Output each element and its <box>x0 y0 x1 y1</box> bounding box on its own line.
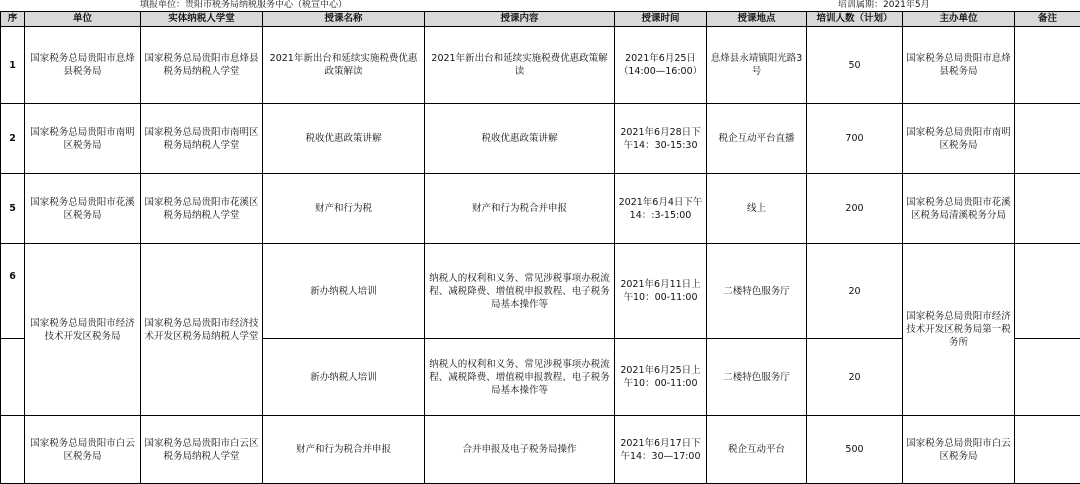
table-row <box>1 416 1080 484</box>
course-cell: 新办纳税人培训 <box>263 244 425 339</box>
place-cell: 息烽县永靖镇阳光路3号 <box>707 27 807 104</box>
people-cell: 20 <box>807 339 903 416</box>
school-cell: 国家税务总局贵阳市花溪区税务局纳税人学堂 <box>141 174 263 244</box>
school-cell: 国家税务总局贵阳市南明区税务局纳税人学堂 <box>141 104 263 174</box>
training-period: 培训属期：2021年5月 <box>838 0 930 11</box>
school-cell: 国家税务总局贵阳市白云区税务局纳税人学堂 <box>141 416 263 484</box>
note-cell <box>1015 244 1080 339</box>
content-cell: 合并申报及电子税务局操作 <box>425 416 615 484</box>
time-cell: 2021年6月25日（14:00—16:00） <box>615 27 707 104</box>
table-row <box>1 27 1080 104</box>
filler-unit: 填报单位：贵阳市税务局纳税服务中心（税宣中心） <box>140 0 347 11</box>
content-cell: 2021年新出台和延续实施税费优惠政策解读 <box>425 27 615 104</box>
col-header-place: 授课地点 <box>707 12 807 27</box>
col-header-course: 授课名称 <box>263 12 425 27</box>
host-cell: 国家税务总局贵阳市经济技术开发区税务局第一税务所 <box>903 244 1015 416</box>
course-cell: 财产和行为税合并申报 <box>263 416 425 484</box>
people-cell: 500 <box>807 416 903 484</box>
col-header-unit: 单位 <box>25 12 141 27</box>
course-cell: 2021年新出台和延续实施税费优惠政策解读 <box>263 27 425 104</box>
row-number: 2 <box>1 104 25 174</box>
course-cell: 税收优惠政策讲解 <box>263 104 425 174</box>
table-row <box>1 174 1080 244</box>
col-header-host: 主办单位 <box>903 12 1015 27</box>
content-cell: 税收优惠政策讲解 <box>425 104 615 174</box>
time-cell: 2021年6月4日下午14：:3-15:00 <box>615 174 707 244</box>
school-cell: 国家税务总局贵阳市经济技术开发区税务局纳税人学堂 <box>141 244 263 416</box>
col-header-content: 授课内容 <box>425 12 615 27</box>
unit-cell: 国家税务总局贵阳市白云区税务局 <box>25 416 141 484</box>
unit-cell: 国家税务总局贵阳市南明区税务局 <box>25 104 141 174</box>
people-cell: 20 <box>807 244 903 339</box>
content-cell: 财产和行为税合并申报 <box>425 174 615 244</box>
note-cell <box>1015 174 1080 244</box>
row-number: 1 <box>1 27 25 104</box>
col-header-no: 序 <box>1 12 25 27</box>
people-cell: 700 <box>807 104 903 174</box>
time-cell: 2021年6月25日上午10：00-11:00 <box>615 339 707 416</box>
course-cell: 新办纳税人培训 <box>263 339 425 416</box>
note-cell <box>1015 104 1080 174</box>
place-cell: 线上 <box>707 174 807 244</box>
people-cell: 50 <box>807 27 903 104</box>
table-row <box>1 104 1080 174</box>
host-cell: 国家税务总局贵阳市花溪区税务局清溪税务分局 <box>903 174 1015 244</box>
course-cell: 财产和行为税 <box>263 174 425 244</box>
row-number: 6 <box>1 244 25 339</box>
content-cell: 纳税人的权利和义务、常见涉税事项办税流程、减税降费、增值税申报教程、电子税务局基本操作等 <box>425 244 615 339</box>
time-cell: 2021年6月28日下午14：30-15:30 <box>615 104 707 174</box>
host-cell: 国家税务总局贵阳市息烽县税务局 <box>903 27 1015 104</box>
row-number <box>1 416 25 484</box>
row-number: 5 <box>1 174 25 244</box>
table-row <box>1 244 1080 339</box>
col-header-school: 实体纳税人学堂 <box>141 12 263 27</box>
unit-cell: 国家税务总局贵阳市息烽县税务局 <box>25 27 141 104</box>
host-cell: 国家税务总局贵阳市白云区税务局 <box>903 416 1015 484</box>
content-cell: 纳税人的权利和义务、常见涉税事项办税流程、减税降费、增值税申报教程、电子税务局基本操作等 <box>425 339 615 416</box>
place-cell: 税企互动平台直播 <box>707 104 807 174</box>
time-cell: 2021年6月17日下午14：30—17:00 <box>615 416 707 484</box>
unit-cell: 国家税务总局贵阳市花溪区税务局 <box>25 174 141 244</box>
note-cell <box>1015 339 1080 416</box>
place-cell: 税企互动平台 <box>707 416 807 484</box>
place-cell: 二楼特色服务厅 <box>707 339 807 416</box>
note-cell <box>1015 27 1080 104</box>
note-cell <box>1015 416 1080 484</box>
col-header-time: 授课时间 <box>615 12 707 27</box>
host-cell: 国家税务总局贵阳市南明区税务局 <box>903 104 1015 174</box>
schedule-table <box>0 11 1080 484</box>
row-number <box>1 339 25 416</box>
school-cell: 国家税务总局贵阳市息烽县税务局纳税人学堂 <box>141 27 263 104</box>
sheet-header <box>0 0 1080 11</box>
header-row <box>1 12 1080 27</box>
unit-cell: 国家税务总局贵阳市经济技术开发区税务局 <box>25 244 141 416</box>
col-header-people: 培训人数（计划） <box>807 12 903 27</box>
col-header-note: 备注 <box>1015 12 1080 27</box>
time-cell: 2021年6月11日上午10：00-11:00 <box>615 244 707 339</box>
place-cell: 二楼特色服务厅 <box>707 244 807 339</box>
people-cell: 200 <box>807 174 903 244</box>
